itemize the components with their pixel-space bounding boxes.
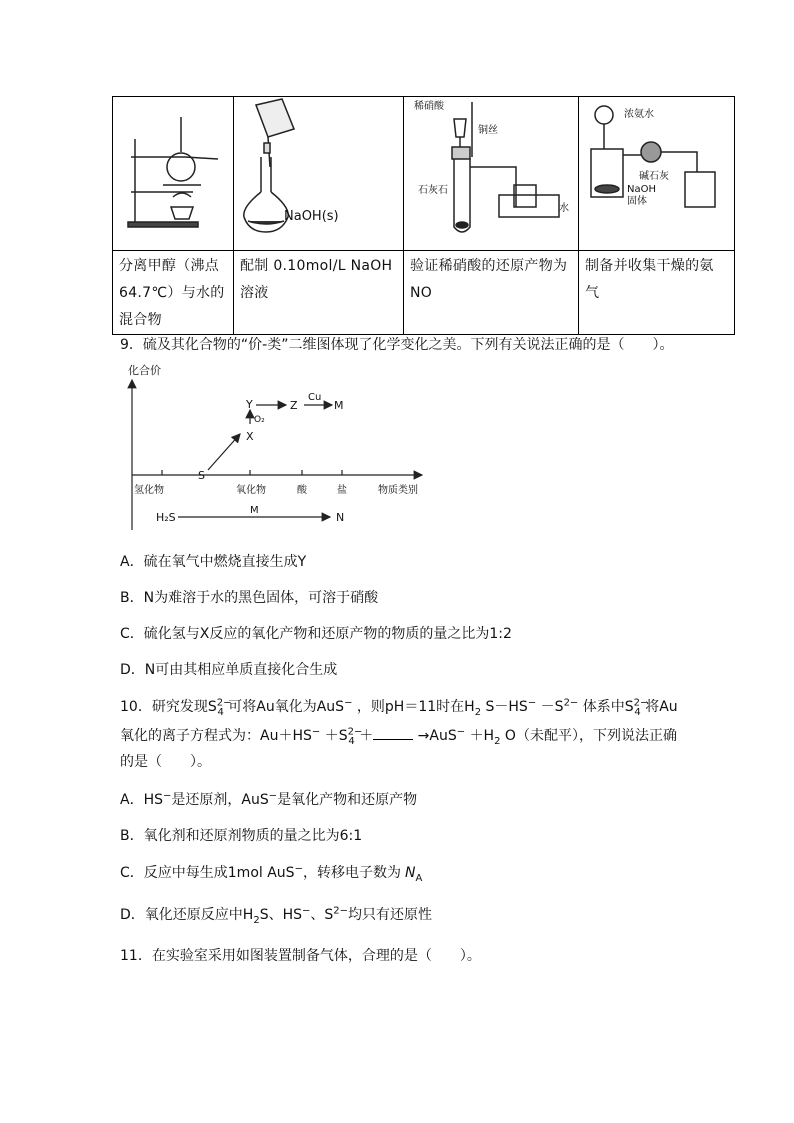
cell-caption-1	[113, 251, 234, 335]
naoh-label: NaOH	[627, 184, 656, 195]
cell-nitric-acid-image	[404, 97, 579, 251]
cell-ammonia-image	[579, 97, 735, 251]
node-y: Y	[246, 398, 253, 411]
nitric-acid-apparatus-figure	[404, 97, 579, 250]
q10-line-1: 10．研究发现$S^{2-}_4$ 可将Au氧化为AuS− ，则pH＝11时在$H_2$ $S-HS^- -S^{2-}$ 体系中$S^{2-}_4$ 将Au	[120, 697, 678, 718]
conc-ammonia-label: 浓氨水	[624, 109, 654, 120]
experiment-table	[112, 96, 735, 335]
table-image-row	[113, 97, 735, 251]
q9-option-b[interactable]: B．N为难溶于水的黑色固体，可溶于硝酸	[120, 590, 379, 606]
category-salt: 盐	[337, 485, 347, 496]
cell-caption-3	[404, 251, 579, 335]
q10-line-3: 的是（ ）。	[120, 754, 211, 770]
caption-3-line-1: 验证稀硝酸的还原产物为	[410, 258, 568, 274]
edge-label-o2: O₂	[254, 415, 265, 425]
q9-option-d[interactable]: D．N可由其相应单质直接化合生成	[120, 662, 338, 678]
caption-4-line-1: 制备并收集干燥的氨	[585, 258, 714, 274]
water-label: 水	[559, 203, 569, 214]
node-m: M	[334, 399, 344, 412]
q10-option-d[interactable]: D．氧化还原反应中$H_2S$、HS−、$S^{2-}$均只有还原性	[120, 905, 433, 926]
y-axis-label: 化合价	[128, 364, 161, 377]
caption-2-line-2: 溶液	[240, 285, 269, 301]
cell-distillation-image	[113, 97, 234, 251]
q10-line-2: 氧化的离子方程式为：$Au+HS^- +S^{2-}_4 + \to AuS^- +H_2$ O（未配平），下列说法正确	[120, 726, 677, 747]
x-axis-label: 物质类别	[378, 485, 418, 496]
ammonia-apparatus-figure	[579, 97, 735, 250]
cell-caption-2	[234, 251, 404, 335]
edge-label-cu: Cu	[308, 392, 322, 403]
naoh-solid-label: NaOH(s)	[284, 209, 339, 224]
volumetric-flask-figure	[234, 97, 404, 250]
node-h2s: H₂S	[156, 511, 176, 524]
caption-4-line-2: 气	[585, 285, 600, 301]
caption-1-line-1: 分离甲醇（沸点	[119, 258, 220, 274]
q11-stem: 11．在实验室采用如图装置制备气体，合理的是（ ）。	[120, 948, 481, 964]
cell-flask-image	[234, 97, 404, 251]
q10-option-c[interactable]: C．反应中每生成1mol AuS−，转移电子数为 $N_A$	[120, 863, 423, 884]
table-caption-row	[113, 251, 735, 335]
q10-option-b[interactable]: B．氧化剂和还原剂物质的量之比为6:1	[120, 828, 363, 844]
node-x: X	[246, 430, 254, 443]
q9-option-a[interactable]: A．硫在氧气中燃烧直接生成Y	[120, 554, 307, 570]
edge-label-m: M	[250, 505, 259, 516]
node-s: S	[198, 469, 205, 482]
copper-wire-label: 铜丝	[478, 125, 498, 136]
caption-3-line-2: NO	[410, 285, 433, 301]
distillation-apparatus-figure	[113, 97, 234, 250]
q9-option-c[interactable]: C．硫化氢与X反应的氧化产物和还原产物的物质的量之比为1:2	[120, 626, 512, 642]
category-acid: 酸	[297, 485, 307, 496]
answer-blank[interactable]	[373, 739, 413, 740]
caption-2-line-1: 配制 0.10mol/L NaOH	[240, 258, 393, 274]
caption-1-line-3: 混合物	[119, 312, 162, 328]
node-n: N	[336, 511, 345, 524]
solid-label: 固体	[627, 196, 647, 207]
q10-option-a[interactable]: A．HS−是还原剂，AuS−是氧化产物和还原产物	[120, 790, 418, 808]
limestone-label: 石灰石	[418, 185, 448, 196]
category-oxide: 氧化物	[236, 485, 266, 496]
valence-class-diagram	[122, 362, 432, 532]
soda-lime-label: 碱石灰	[639, 171, 669, 182]
node-z: Z	[290, 399, 298, 412]
dilute-nitric-acid-label: 稀硝酸	[414, 101, 444, 112]
caption-1-line-2: 64.7℃）与水的	[119, 285, 225, 301]
category-hydride: 氢化物	[134, 485, 164, 496]
cell-caption-4	[579, 251, 735, 335]
q9-stem: 9．硫及其化合物的“价-类”二维图体现了化学变化之美。下列有关说法正确的是（ ）。	[120, 337, 674, 353]
